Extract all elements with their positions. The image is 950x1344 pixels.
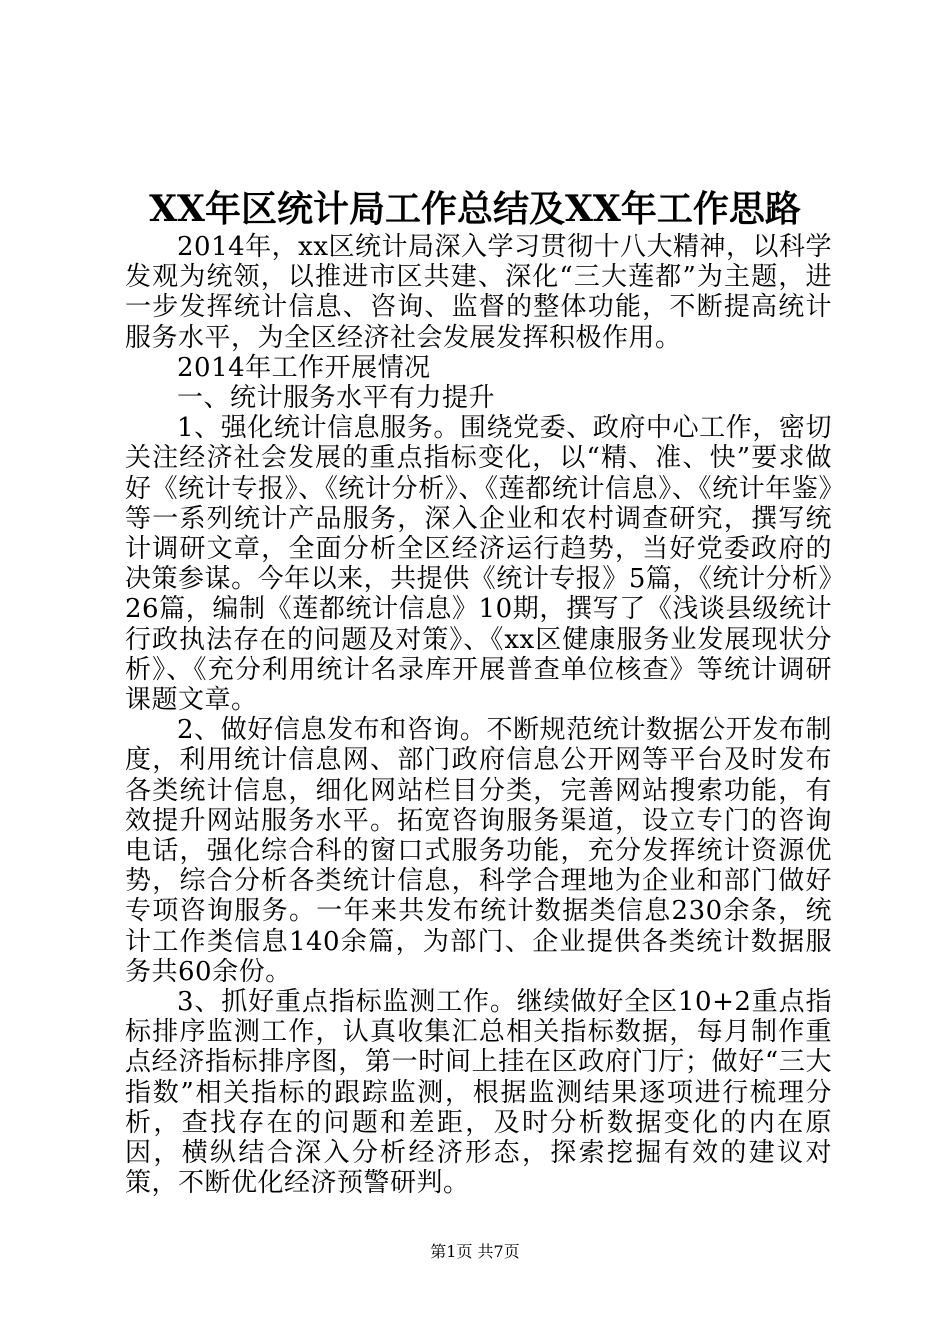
paragraph-item-2: 2、做好信息发布和咨询。不断规范统计数据公开发布制度，利用统计信息网、部门政府信息公开网等平台及时发布各类统计信息，细化网站栏目分类，完善网站搜索功能，有效提升网站服务水平。拓宽咨询服务渠道，设立专门的咨询电话，强化综合科的窗口式服务功能，充分发挥统计资源优势，综合分析各类统计信息，科学合理地为企业和部门做好专项咨询服务。一年来共发布统计数据类信息230余条，统计工作类信息140余篇，为部门、企业提供各类统计数据服务共60余份。 [125, 715, 832, 987]
paragraph-item-3: 3、抓好重点指标监测工作。继续做好全区10+2重点指标排序监测工作，认真收集汇总相关指标数据，每月制作重点经济指标排序图，第一时间上挂在区政府门厅；做好“三大指数”相关指标的跟踪监测，根据监测结果逐项进行梳理分析，查找存在的问题和差距，及时分析数据变化的内在原因，横纵结合深入分析经济形态，探索挖掘有效的建议对策，不断优化经济预警研判。 [125, 987, 832, 1199]
paragraph-item-1: 1、强化统计信息服务。围绕党委、政府中心工作，密切关注经济社会发展的重点指标变化，以“精、准、快”要求做好《统计专报》、《统计分析》、《莲都统计信息》、《统计年鉴》等一系列统计产品服务，深入企业和农村调查研究，撰写统计调研文章，全面分析全区经济运行趋势，当好党委政府的决策参谋。今年以来，共提供《统计专报》5篇，《统计分析》26篇，编制《莲都统计信息》10期，撰写了《浅谈县级统计行政执法存在的问题及对策》、《xx区健康服务业发展现状分析》、《充分利用统计名录库开展普查单位核查》等统计调研课题文章。 [125, 413, 832, 716]
document-title: XX年区统计局工作总结及XX年工作思路 [149, 188, 801, 230]
paragraph-intro: 2014年，xx区统计局深入学习贯彻十八大精神，以科学发观为统领，以推进市区共建、深化“三大莲都”为主题，进一步发挥统计信息、咨询、监督的整体功能，不断提高统计服务水平，为全区经济社会发展发挥积极作用。 [125, 232, 832, 353]
page-footer: 第1页 共7页 [430, 1242, 520, 1261]
document-body [125, 232, 832, 1199]
section-heading-2014-work: 2014年工作开展情况 [177, 352, 431, 383]
subsection-heading-1: 一、统计服务水平有力提升 [177, 383, 496, 414]
